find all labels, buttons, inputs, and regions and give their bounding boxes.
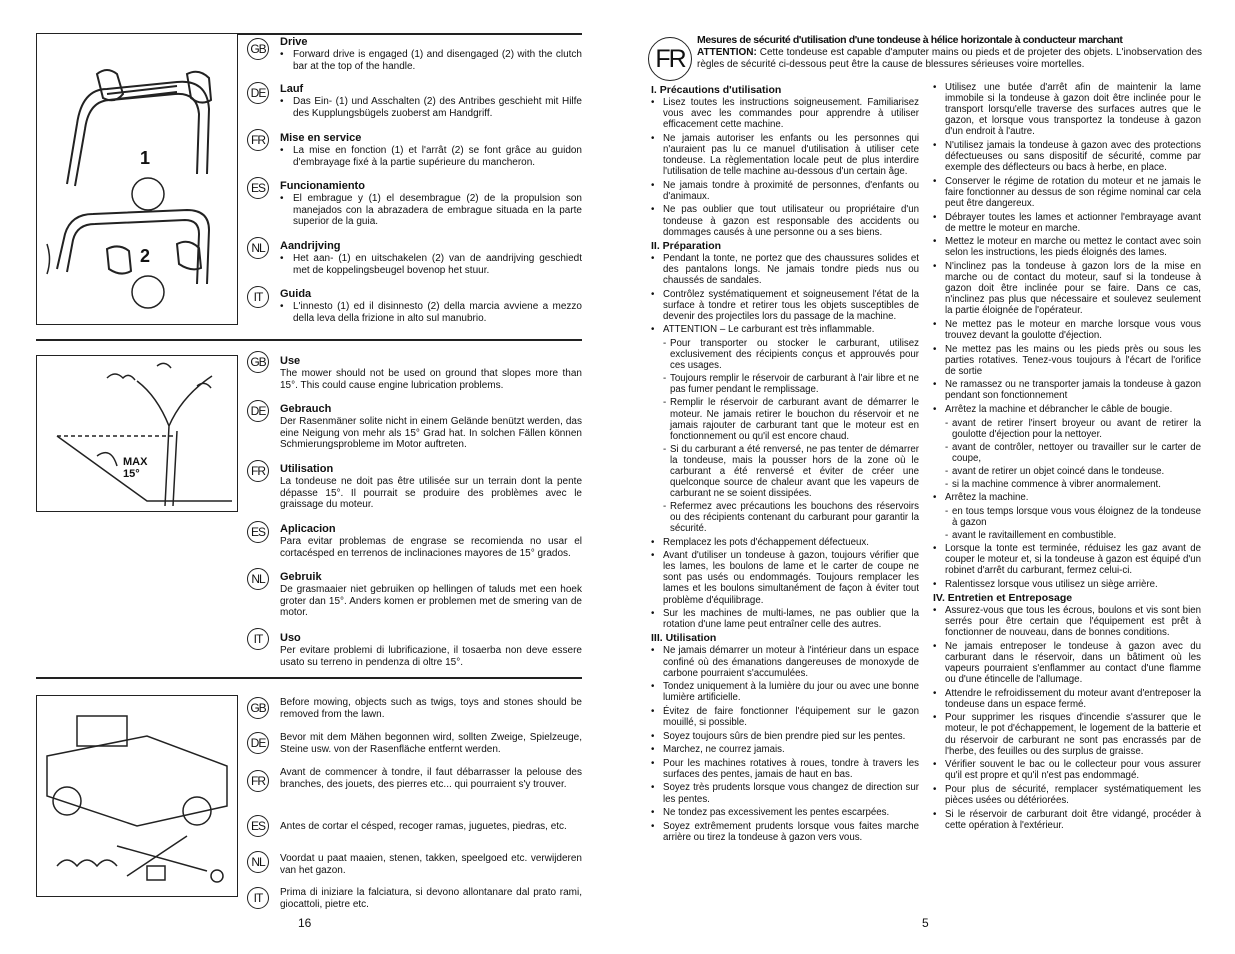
bullet-text: Arrêtez la machine.	[945, 492, 1029, 504]
bullet-text: N'utilisez jamais la tondeuse à gazon avec des protections défectueuses ou sans dispositif de sécurité, comme par exemple des déflecteurs ou bacs à herbe, en place.	[945, 139, 1201, 174]
entry-title: Aplicacion	[280, 523, 336, 535]
entry-text: El embrague y (1) el desembrague (2) de la propulsion son manejados con la abrazadera de embrague situada en la parte superior de la guia.	[293, 193, 582, 227]
bullet-icon: •	[651, 744, 655, 756]
bullet-icon: •	[280, 193, 284, 204]
bullet-icon: •	[933, 759, 937, 771]
bullet-icon: •	[651, 288, 655, 300]
lang-badge-nl: NL	[247, 851, 269, 873]
entry-objects-gb: Before mowing, objects such as twigs, toys and stones should be removed from the lawn.	[280, 697, 582, 720]
bullet-icon: •	[280, 96, 284, 107]
fr-lang-badge: FR	[648, 37, 692, 81]
bullet-icon: •	[651, 550, 655, 562]
bullet-item	[933, 176, 1201, 209]
bullet-icon: •	[651, 681, 655, 693]
dash-item	[945, 442, 1201, 464]
bullet-icon: •	[280, 145, 284, 156]
rule-2	[36, 339, 582, 341]
entry-title: Use	[280, 355, 301, 367]
bullet-item	[933, 641, 1201, 685]
dash-text: Toujours remplir le réservoir de carburant à l'air libre et ne pas fumer pendant le remplissage.	[670, 373, 919, 396]
bullet-icon: •	[651, 179, 655, 191]
bullet-icon: •	[651, 97, 655, 109]
bullet-item	[933, 261, 1201, 316]
bullet-item	[933, 82, 1201, 137]
entry-drive-it	[280, 288, 582, 324]
slope-max-label: MAX 15°	[123, 456, 148, 480]
dash-icon: -	[663, 397, 667, 409]
bullet-item	[933, 543, 1201, 576]
dash-text: Refermez avec précautions les bouchons des réservoirs ou des récipients contenant du carburant pour garantir la sécurité.	[670, 501, 919, 535]
bullet-text: Conserver le régime de rotation du moteur et ne jamais le faire fonctionner au dessus de son régime nominal car cela peut être dangereux.	[945, 175, 1201, 209]
lang-badge-it: IT	[247, 887, 269, 909]
bullet-text: Ne ramassez ou ne transporter jamais la tondeuse à gazon pendant son fonctionnement	[945, 379, 1201, 402]
lang-badge-es: ES	[247, 177, 269, 199]
bullet-item	[933, 344, 1201, 377]
bullet-text: Avant d'utiliser un tondeuse à gazon, toujours vérifier que les lames, les boulons de lame et le carter de coupe ne sont pas usés ou endommagés. Toujours remplacer les lames et les boulons simultanément de façon à éviter tout problème d'équilibrage.	[663, 550, 919, 606]
bullet-item	[933, 712, 1201, 756]
entry-drive-nl	[280, 240, 582, 276]
entry-title: Gebruik	[280, 571, 322, 583]
safety-heading: Mesures de sécurité d'utilisation d'une tondeuse à hélice horizontale à conducteur marchant	[697, 34, 1123, 46]
dash-text: avant de retirer un objet coincé dans le tondeuse.	[952, 466, 1165, 477]
entry-use-it	[280, 632, 582, 668]
bullet-item	[933, 319, 1201, 341]
entry-text: L'innesto (1) ed il disinnesto (2) della marcia avviene a mezzo della leva della frizione in alto sul manubrio.	[293, 301, 582, 324]
bullet-item	[651, 324, 919, 335]
lang-badge-gb: GB	[247, 697, 269, 719]
bullet-text: Contrôlez systématiquement et soigneusement l'état de la surface à tondre et retirer tous les objets susceptibles de devenir des projectiles lors du passage de la machine.	[663, 288, 919, 322]
dash-item	[945, 418, 1201, 440]
bullet-icon: •	[651, 820, 655, 832]
bullet-icon: •	[651, 757, 655, 769]
dash-icon: -	[663, 337, 667, 349]
bullet-icon: •	[933, 543, 937, 555]
entry-drive-fr	[280, 132, 582, 168]
bullet-icon: •	[651, 807, 655, 819]
bullet-icon: •	[280, 301, 284, 312]
bullet-icon: •	[933, 82, 937, 93]
bullet-text: Pour supprimer les risques d'incendie s'assurer que le moteur, le pot d'échappement, le logement de la batterie et du réservoir de carburant ne sont pas encrassés par de l'herbe, des feuilles ou des surplus de graisse.	[945, 712, 1201, 757]
entry-text: The mower should not be used on ground that slopes more than 15°. This could cause engine lubrication problems.	[280, 368, 582, 391]
entry-objects-de: Bevor mit dem Mähen begonnen wird, sollten Zweige, Spielzeuge, Steine usw. von der Rasenfläche entfernt werden.	[280, 732, 582, 755]
entry-text: La mise en fonction (1) et l'arrât (2) se font grâce au guidon d'embrayage fixé à la partie supérieure du mancheron.	[293, 145, 582, 168]
dash-item	[945, 466, 1201, 477]
bullet-item	[933, 212, 1201, 234]
bullet-icon: •	[933, 578, 937, 590]
bullet-item	[933, 759, 1201, 781]
bullet-text: Utilisez une butée d'arrêt afin de maintenir la lame immobile si la tondeuse à gazon doit être inclinée pour le transport lorsqu'elle traverse des surfaces autres que le gazon, et lorsque vous transportez la tondeuse à gazon d'un endroit à l'autre.	[945, 82, 1201, 138]
dash-item	[945, 479, 1201, 490]
entry-drive-gb	[280, 36, 582, 72]
bullet-text: Marchez, ne courrez jamais.	[663, 744, 785, 756]
dash-icon: -	[945, 529, 949, 541]
bullet-text: Arrêtez la machine et débrancher le câble de bougie.	[945, 404, 1173, 416]
entry-use-gb	[280, 355, 582, 391]
dash-icon: -	[945, 466, 949, 477]
bullet-item	[651, 180, 919, 202]
bullet-item	[933, 784, 1201, 806]
section-heading: II. Préparation	[651, 239, 722, 252]
lang-badge-fr: FR	[247, 460, 269, 482]
dash-text: avant de retirer l'insert broyeur ou avant de retirer la goulotte d'éjection pour la nettoyer.	[952, 417, 1201, 440]
bullet-icon: •	[933, 260, 937, 272]
figure-label-1: 1	[140, 148, 151, 168]
bullet-icon: •	[933, 605, 937, 617]
entry-use-de	[280, 403, 582, 451]
entry-use-es	[280, 523, 582, 559]
entry-use-fr	[280, 463, 582, 511]
bullet-text: Ne jamais autoriser les enfants ou les personnes qui n'auraient pas lu ce manuel d'utilisation à utiliser cete tondeuse. La règlementation locale peut de plus interdire l'utilisation de telle machine au-dessous d'un certain âge.	[663, 132, 919, 178]
bullet-icon: •	[651, 645, 655, 657]
attention-block	[697, 47, 1202, 71]
figure-label-2: 2	[140, 246, 151, 266]
bullet-text: N'inclinez pas la tondeuse à gazon lors de la mise en marche ou de contact du moteur, sauf si la tondeuse à gazon doit être inclinée pour se faire. Dans ce cas, n'inclinez pas plus que nécessaire et soulevez seulement la partie éloignée de l'opérateur.	[945, 260, 1201, 317]
lang-badge-es: ES	[247, 521, 269, 543]
bullet-icon: •	[651, 324, 655, 336]
bullet-text: Ne tondez pas excessivement les pentes escarpées.	[663, 807, 890, 819]
bullet-icon: •	[933, 139, 937, 151]
bullet-item	[933, 140, 1201, 173]
entry-title: Lauf	[280, 83, 304, 95]
attention-text: Cette tondeuse est capable d'amputer mains ou pieds et de projeter des objets. L'inobservation des règles de sécurité ci-dessous peut être la cause de blessures sérieuses voire mortelles.	[697, 47, 1202, 70]
entry-objects-es: Antes de cortar el césped, recoger ramas, juguetes, piedras, etc.	[280, 821, 567, 832]
bullet-text: Ne jamais tondre à proximité de personnes, d'enfants ou d'animaux.	[663, 179, 919, 202]
bullet-text: Soyez très prudents lorsque vous changez de direction sur les pentes.	[663, 782, 919, 805]
entry-use-nl	[280, 571, 582, 619]
entry-title: Funcionamiento	[280, 180, 365, 192]
section-heading: I. Précautions d'utilisation	[651, 84, 782, 96]
bullet-item	[651, 608, 919, 630]
bullet-icon: •	[651, 608, 655, 620]
dash-icon: -	[663, 501, 667, 513]
section-heading: III. Utilisation	[651, 632, 717, 645]
bullet-text: Mettez le moteur en marche ou mettez le contact avec soin selon les instructions, les pieds éloignés des lames.	[945, 236, 1201, 259]
bullet-item	[651, 645, 919, 678]
bullet-item	[933, 404, 1201, 415]
dash-item	[663, 397, 919, 441]
dash-item	[663, 444, 919, 499]
lang-badge-it: IT	[247, 286, 269, 308]
bullet-text: Sur les machines de multi-lames, ne pas oublier que la rotation d'une lame peut entraîner celle des autres.	[663, 608, 919, 631]
attention-label: ATTENTION:	[697, 47, 757, 58]
bullet-text: Ne mettez pas le moteur en marche lorsque vous vous trouvez devant la goulotte d'éjection.	[945, 318, 1201, 341]
rule-3	[36, 677, 582, 679]
bullet-item	[651, 731, 919, 742]
bullet-icon: •	[933, 236, 937, 248]
bullet-item	[651, 758, 919, 780]
bullet-text: Pendant la tonte, ne portez que des chaussures solides et des pantalons longs. Ne jamais tondre pieds nus ou chaussés de sandales.	[663, 252, 919, 286]
entry-title: Aandrijving	[280, 240, 341, 252]
lang-badge-de: DE	[247, 732, 269, 754]
lang-badge-fr: FR	[247, 770, 269, 792]
dash-icon: -	[663, 373, 667, 385]
bullet-icon: •	[651, 782, 655, 794]
bullet-item	[933, 236, 1201, 258]
bullet-icon: •	[280, 253, 284, 264]
bullet-item	[651, 97, 919, 130]
section-heading: IV. Entretien et Entreposage	[933, 591, 1073, 604]
bullet-item	[933, 492, 1201, 503]
bullet-item	[651, 681, 919, 703]
dash-text: avant de contrôler, nettoyer ou travailler sur le carter de coupe,	[952, 441, 1201, 464]
bullet-item	[651, 289, 919, 322]
bullet-icon: •	[933, 687, 937, 699]
bullet-icon: •	[933, 783, 937, 795]
bullet-text: Ne pas oublier que tout utilisateur ou propriétaire d'un tondeuse à gazon est responsable des accidents ou dommages causés à une personne ou a ses biens.	[663, 204, 919, 238]
figure-handle-clutch	[36, 33, 238, 325]
figure-slope	[36, 355, 238, 512]
dash-text: si la machine commence à vibrer anormalement.	[952, 479, 1161, 491]
lang-badge-nl: NL	[247, 237, 269, 259]
bullet-text: Ne jamais démarrer un moteur à l'intérieur dans un espace confiné où des émanations dangereuses de monoxyde de carbone pourraient s'accumulées.	[663, 645, 919, 679]
entry-text: Der Rasenmäner solite nicht in einem Gelände benützt werden, das eine Neigung von mehr als 15° Grad hat. In solchen Fällen können Schmierungsprobleme im Motor auftreten.	[280, 416, 582, 450]
dash-item	[945, 506, 1201, 528]
bullet-text: Ralentissez lorsque vous utilisez un siège arrière.	[945, 578, 1158, 590]
lang-badge-de: DE	[247, 82, 269, 104]
bullet-item	[651, 204, 919, 237]
bullet-text: Évitez de faire fonctionner l'équipement sur le gazon mouillé, si possible.	[663, 705, 919, 728]
bullet-icon: •	[933, 379, 937, 391]
safety-column-1	[651, 82, 919, 845]
bullet-icon: •	[933, 211, 937, 223]
bullet-text: Soyez toujours sûrs de bien prendre pied sur les pentes.	[663, 730, 906, 742]
bullet-item	[933, 379, 1201, 401]
bullet-icon: •	[933, 343, 937, 355]
lang-badge-gb: GB	[247, 38, 269, 60]
bullet-text: Ne mettez pas les mains ou les pieds près ou sous les parties rotatives. Tenez-vous toujours à l'écart de l'orifice de sortie	[945, 343, 1201, 377]
entry-text: De grasmaaier niet gebruiken op hellingen of taluds met een hoek groter dan 15°. Anders komen er problemen met de smering van de motor.	[280, 584, 582, 618]
bullet-icon: •	[933, 808, 937, 820]
entry-drive-de	[280, 83, 582, 119]
bullet-text: Attendre le refroidissement du moteur avant d'entreposer la tondeuse dans un espace fermé.	[945, 687, 1201, 710]
bullet-icon: •	[933, 175, 937, 187]
bullet-item	[651, 807, 919, 818]
entry-title: Utilisation	[280, 463, 334, 475]
entry-text: Forward drive is engaged (1) and disengaged (2) with the clutch bar at the top of the handle.	[293, 49, 582, 72]
bullet-text: Lorsque la tonte est terminée, réduisez les gaz avant de couper le moteur et, si la tondeuse à gazon est équipé d'un robinet d'arrêt du carburant, fermez celui-ci.	[945, 543, 1201, 577]
dash-item	[663, 373, 919, 395]
bullet-item	[933, 605, 1201, 638]
bullet-icon: •	[651, 204, 655, 216]
dash-icon: -	[663, 443, 667, 455]
entry-drive-es	[280, 180, 582, 228]
entry-objects-it: Prima di iniziare la falciatura, si devono allontanare dal prato rami, giocattoli, pietre etc.	[280, 887, 582, 910]
dash-item	[663, 338, 919, 371]
dash-item	[663, 501, 919, 534]
entry-title: Uso	[280, 632, 301, 644]
bullet-item	[651, 706, 919, 728]
dash-icon: -	[945, 479, 949, 491]
bullet-icon: •	[651, 705, 655, 717]
bullet-text: Tondez uniquement à la lumière du jour ou avec une bonne lumière artificielle.	[663, 681, 919, 704]
figure-lawn-objects	[36, 695, 238, 897]
bullet-icon: •	[933, 712, 937, 724]
lang-badge-nl: NL	[247, 568, 269, 590]
dash-icon: -	[945, 505, 949, 517]
entry-text: Das Ein- (1) und Asschalten (2) des Antribes geschieht mit Hilfe des Kupplungsbügels zuoberst am Handgriff.	[293, 96, 582, 119]
bullet-icon: •	[933, 492, 937, 504]
bullet-item	[651, 821, 919, 843]
bullet-item	[651, 550, 919, 605]
page-number-left: 16	[298, 916, 312, 930]
bullet-item	[933, 688, 1201, 710]
bullet-text: Lisez toutes les instructions soigneusement. Familiarisez vous avec les commandes pour apprendre à utiliser efficacement cette machine.	[663, 97, 919, 131]
dash-text: Pour transporter ou stocker le carburant, utilisez exclusivement des récipients conçus et approuvés pour ces usages.	[670, 337, 919, 372]
bullet-text: Pour les machines rotatives à roues, tondre à travers les surfaces des pentes, jamais de haut en bas.	[663, 757, 919, 780]
bullet-icon: •	[933, 318, 937, 330]
lang-badge-it: IT	[247, 628, 269, 650]
bullet-item	[651, 133, 919, 177]
bullet-icon: •	[651, 730, 655, 742]
entry-title: Gebrauch	[280, 403, 332, 415]
bullet-icon: •	[933, 404, 937, 416]
bullet-item	[651, 744, 919, 755]
entry-text: Het aan- (1) en uitschakelen (2) van de aandrijving geschiedt met de koppelingsbeugel bovenop het stuur.	[293, 253, 582, 276]
bullet-text: Débrayer toutes les lames et actionner l'embrayage avant de mettre le moteur en marche.	[945, 211, 1201, 234]
bullet-text: Remplacez les pots d'échappement défectueux.	[663, 536, 869, 548]
bullet-item	[933, 809, 1201, 831]
bullet-icon: •	[933, 640, 937, 652]
safety-column-2	[933, 82, 1201, 833]
entry-title: Mise en service	[280, 132, 362, 144]
dash-item	[945, 530, 1201, 541]
bullet-icon: •	[651, 252, 655, 264]
bullet-text: Assurez-vous que tous les écrous, boulons et vis sont bien serrés pour être certain que l'équipement est prêt à fonctionner de nouveau, dans de bonnes conditions.	[945, 605, 1201, 639]
entry-text: Para evitar problemas de engrase se recomienda no usar el cortacésped en terrenos de inclinaciones mayores de 15° grados.	[280, 536, 582, 559]
lang-badge-es: ES	[247, 815, 269, 837]
bullet-text: ATTENTION – Le carburant est très inflammable.	[663, 324, 875, 336]
entry-objects-fr: Avant de commencer à tondre, il faut débarrasser la pelouse des branches, des jouets, des pierres etc... qui pourraient s'y trouver.	[280, 767, 582, 790]
bullet-text: Vérifier souvent le bac ou le collecteur pour vous assurer qu'il est propre et qu'il n'est pas endommagé.	[945, 759, 1201, 782]
dash-text: en tous temps lorsque vous vous éloignez de la tondeuse à gazon	[952, 505, 1201, 528]
lang-badge-de: DE	[247, 400, 269, 422]
bullet-item	[651, 537, 919, 548]
dash-icon: -	[945, 441, 949, 453]
bullet-item	[651, 782, 919, 804]
entry-text: La tondeuse ne doit pas être utilisée sur un terrain dont la pente dépasse 15°. Il pourrait se produire des problèmes avec le graissage du moteur.	[280, 476, 582, 510]
lang-badge-gb: GB	[247, 351, 269, 373]
bullet-item	[651, 253, 919, 286]
entry-objects-nl: Voordat u paat maaien, stenen, takken, speelgoed etc. verwijderen van het gazon.	[280, 853, 582, 876]
entry-text: Per evitare problemi di lubrificazione, il tosaerba non deve essere usato su terreno in pendenza di oltre 15°.	[280, 645, 582, 668]
dash-text: Remplir le réservoir de carburant avant de démarrer le moteur. Ne jamais retirer le bouchon du réservoir et ne jamais rajouter de carburant tant que le moteur est en fonctionnement ou qu'il est encore chaud.	[670, 397, 919, 442]
entry-title: Drive	[280, 36, 308, 48]
bullet-text: Si le réservoir de carburant doit être vidangé, procéder à cette opération à l'extérieur.	[945, 808, 1201, 831]
bullet-text: Pour plus de sécurité, remplacer systématiquement les pièces usées ou détériorées.	[945, 783, 1201, 807]
page-number-right: 5	[922, 916, 929, 930]
bullet-text: Ne jamais entreposer le tondeuse à gazon avec du carburant dans le réservoir, dans un bâtiment où les vapeurs pourraient s'enflammer au contact d'une flamme ou d'une étincelle de l'allumage.	[945, 640, 1201, 686]
dash-text: Si du carburant a été renversé, ne pas tenter de démarrer la tondeuse, mais la pousser hors de la zone où le carburant a été renversé et éviter de créer une quelconque source de chaleur avant que les vapeurs de carburant ne se soient dissipées.	[670, 443, 919, 500]
dash-icon: -	[945, 417, 949, 429]
bullet-icon: •	[651, 536, 655, 548]
bullet-text: Soyez extrêmement prudents lorsque vous faites marche arrière ou tirez la tondeuse à gazon vers vous.	[663, 820, 919, 843]
entry-title: Guida	[280, 288, 312, 300]
dash-text: avant le ravitaillement en combustible.	[952, 529, 1117, 541]
bullet-item	[933, 579, 1201, 590]
lang-badge-fr: FR	[247, 129, 269, 151]
bullet-icon: •	[651, 132, 655, 144]
bullet-icon: •	[280, 49, 284, 60]
